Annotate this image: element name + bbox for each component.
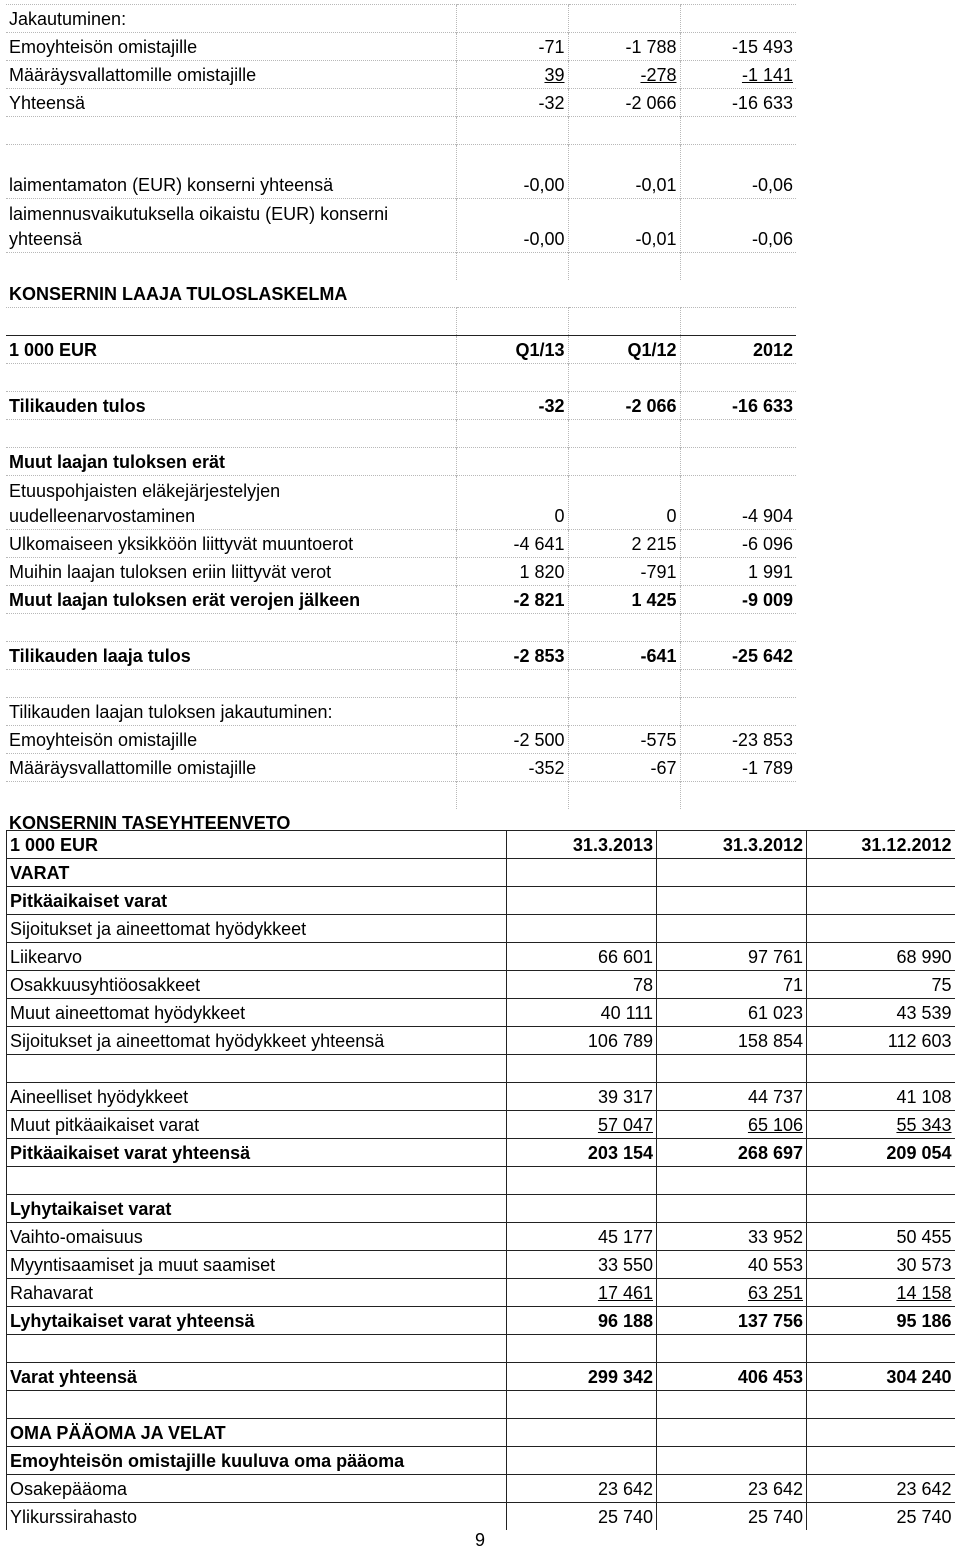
table-row bbox=[6, 586, 796, 614]
table-row bbox=[6, 670, 796, 698]
row-label bbox=[7, 1391, 507, 1419]
row-label: Muut aineettomat hyödykkeet bbox=[7, 999, 507, 1027]
row-value: 1 820 bbox=[456, 558, 568, 586]
row-label bbox=[6, 117, 456, 145]
row-value: -2 821 bbox=[456, 586, 568, 614]
row-value bbox=[507, 1167, 657, 1195]
row-value: -9 009 bbox=[680, 586, 796, 614]
row-value: -16 633 bbox=[680, 89, 796, 117]
row-value: 66 601 bbox=[507, 943, 657, 971]
row-value bbox=[657, 1419, 807, 1447]
row-value bbox=[507, 1335, 657, 1363]
table-row bbox=[6, 199, 796, 253]
row-label: Määräysvallattomille omistajille bbox=[6, 754, 456, 782]
row-value: -15 493 bbox=[680, 33, 796, 61]
row-value: 106 789 bbox=[507, 1027, 657, 1055]
row-label bbox=[6, 308, 456, 336]
row-label: Muut pitkäaikaiset varat bbox=[7, 1111, 507, 1139]
row-label bbox=[6, 782, 456, 810]
row-value bbox=[456, 614, 568, 642]
row-label: Pitkäaikaiset varat yhteensä bbox=[7, 1139, 507, 1167]
row-value: -32 bbox=[456, 392, 568, 420]
row-value bbox=[657, 1279, 807, 1307]
row-value: -2 066 bbox=[568, 392, 680, 420]
row-value: -4 904 bbox=[680, 476, 796, 530]
row-label: Varat yhteensä bbox=[7, 1363, 507, 1391]
row-value bbox=[807, 1419, 955, 1447]
table-row bbox=[7, 1307, 955, 1335]
row-label: Liikearvo bbox=[7, 943, 507, 971]
row-value: 299 342 bbox=[507, 1363, 657, 1391]
row-value: 112 603 bbox=[807, 1027, 955, 1055]
row-value: 71 bbox=[657, 971, 807, 999]
row-label bbox=[6, 670, 456, 698]
row-value bbox=[456, 782, 568, 810]
row-value: 25 740 bbox=[507, 1503, 657, 1531]
table-row bbox=[7, 1363, 955, 1391]
row-value bbox=[807, 1335, 955, 1363]
row-value bbox=[507, 887, 657, 915]
row-value: 78 bbox=[507, 971, 657, 999]
row-value bbox=[657, 1111, 807, 1139]
row-value bbox=[456, 280, 568, 308]
table-row bbox=[7, 915, 955, 943]
row-value: -0,01 bbox=[568, 145, 680, 199]
row-label bbox=[6, 364, 456, 392]
row-value bbox=[568, 698, 680, 726]
row-value: 23 642 bbox=[807, 1475, 955, 1503]
row-value: 1 991 bbox=[680, 558, 796, 586]
row-value: 0 bbox=[456, 476, 568, 530]
row-label: Tilikauden laaja tulos bbox=[6, 642, 456, 670]
row-value: 33 952 bbox=[657, 1223, 807, 1251]
row-label: Jakautuminen: bbox=[6, 5, 456, 33]
row-value bbox=[568, 614, 680, 642]
row-label: 1 000 EUR bbox=[6, 336, 456, 364]
row-value bbox=[456, 61, 568, 89]
row-value bbox=[507, 1055, 657, 1083]
underlined-value: 39 bbox=[544, 65, 565, 85]
table-row bbox=[7, 887, 955, 915]
row-value bbox=[568, 308, 680, 336]
row-value: -1 788 bbox=[568, 33, 680, 61]
table-row bbox=[6, 530, 796, 558]
table-row bbox=[6, 117, 796, 145]
row-value: -2 500 bbox=[456, 726, 568, 754]
underlined-value: 57 047 bbox=[597, 1115, 653, 1135]
table-row bbox=[6, 308, 796, 336]
row-value bbox=[657, 1167, 807, 1195]
row-value bbox=[568, 280, 680, 308]
row-value: -0,06 bbox=[680, 145, 796, 199]
table-row bbox=[7, 971, 955, 999]
table-row bbox=[7, 1279, 955, 1307]
row-value bbox=[507, 1279, 657, 1307]
row-value: Q1/13 bbox=[456, 336, 568, 364]
row-value: 44 737 bbox=[657, 1083, 807, 1111]
table-row bbox=[6, 392, 796, 420]
row-value bbox=[507, 1419, 657, 1447]
page-number: 9 bbox=[474, 1530, 485, 1550]
row-value: -23 853 bbox=[680, 726, 796, 754]
row-label bbox=[7, 1055, 507, 1083]
row-label: Emoyhteisön omistajille kuuluva oma pääoma bbox=[7, 1447, 507, 1475]
table-row bbox=[6, 642, 796, 670]
row-label: VARAT bbox=[7, 859, 507, 887]
row-value bbox=[657, 859, 807, 887]
row-value: 31.12.2012 bbox=[807, 831, 955, 859]
row-value bbox=[807, 1195, 955, 1223]
row-value bbox=[680, 670, 796, 698]
row-value bbox=[657, 887, 807, 915]
row-value: 304 240 bbox=[807, 1363, 955, 1391]
income-statement-body bbox=[6, 5, 796, 837]
row-value bbox=[507, 1391, 657, 1419]
table-row bbox=[6, 476, 796, 530]
row-label bbox=[6, 420, 456, 448]
row-label: Tilikauden laajan tuloksen jakautuminen: bbox=[6, 698, 456, 726]
row-value: 45 177 bbox=[507, 1223, 657, 1251]
row-value: -641 bbox=[568, 642, 680, 670]
underlined-value: 65 106 bbox=[747, 1115, 803, 1135]
row-label bbox=[7, 1167, 507, 1195]
row-value: -0,00 bbox=[456, 145, 568, 199]
row-value: 41 108 bbox=[807, 1083, 955, 1111]
row-value bbox=[807, 1055, 955, 1083]
table-row bbox=[7, 1251, 955, 1279]
row-value bbox=[657, 915, 807, 943]
table-row bbox=[7, 859, 955, 887]
row-label: Sijoitukset ja aineettomat hyödykkeet bbox=[7, 915, 507, 943]
row-label: Rahavarat bbox=[7, 1279, 507, 1307]
table-row bbox=[7, 1167, 955, 1195]
row-label: laimennusvaikutuksella oikaistu (EUR) konserni yhteensä bbox=[6, 199, 456, 253]
row-value: 97 761 bbox=[657, 943, 807, 971]
row-value bbox=[807, 915, 955, 943]
row-value: -32 bbox=[456, 89, 568, 117]
row-label: Etuuspohjaisten eläkejärjestelyjen uudelleenarvostaminen bbox=[6, 476, 456, 530]
table-row bbox=[7, 999, 955, 1027]
table-row bbox=[6, 420, 796, 448]
row-value bbox=[680, 448, 796, 476]
row-value: -791 bbox=[568, 558, 680, 586]
row-value: -575 bbox=[568, 726, 680, 754]
row-value: 96 188 bbox=[507, 1307, 657, 1335]
row-value bbox=[507, 1447, 657, 1475]
row-value bbox=[657, 1335, 807, 1363]
row-value bbox=[680, 782, 796, 810]
row-value bbox=[680, 253, 796, 281]
row-label bbox=[6, 614, 456, 642]
row-value bbox=[680, 61, 796, 89]
table-row bbox=[6, 33, 796, 61]
row-label bbox=[7, 1335, 507, 1363]
row-label: Ylikurssirahasto bbox=[7, 1503, 507, 1531]
underlined-value: -278 bbox=[640, 65, 677, 85]
table-row bbox=[7, 1223, 955, 1251]
balance-sheet-body bbox=[7, 831, 955, 1531]
row-value bbox=[680, 364, 796, 392]
row-label: Osakkuusyhtiöosakkeet bbox=[7, 971, 507, 999]
row-label: Ulkomaiseen yksikköön liittyvät muuntoerot bbox=[6, 530, 456, 558]
row-value bbox=[568, 420, 680, 448]
table-row bbox=[7, 1447, 955, 1475]
table-row bbox=[7, 1503, 955, 1531]
row-label: Osakepääoma bbox=[7, 1475, 507, 1503]
row-value: 1 425 bbox=[568, 586, 680, 614]
row-value: 40 553 bbox=[657, 1251, 807, 1279]
row-value bbox=[456, 253, 568, 281]
row-label: 1 000 EUR bbox=[7, 831, 507, 859]
row-value: -2 066 bbox=[568, 89, 680, 117]
row-value: 23 642 bbox=[657, 1475, 807, 1503]
row-label: Määräysvallattomille omistajille bbox=[6, 61, 456, 89]
row-label: Muut laajan tuloksen erät bbox=[6, 448, 456, 476]
row-label: Lyhytaikaiset varat bbox=[7, 1195, 507, 1223]
row-value bbox=[657, 1447, 807, 1475]
row-label: Yhteensä bbox=[6, 89, 456, 117]
row-value: 2 215 bbox=[568, 530, 680, 558]
row-value: 43 539 bbox=[807, 999, 955, 1027]
row-value bbox=[657, 1391, 807, 1419]
underlined-value: 14 158 bbox=[896, 1283, 952, 1303]
row-value: 39 317 bbox=[507, 1083, 657, 1111]
table-row bbox=[6, 558, 796, 586]
table-row bbox=[6, 614, 796, 642]
row-value: -25 642 bbox=[680, 642, 796, 670]
row-value: -2 853 bbox=[456, 642, 568, 670]
row-label: Muihin laajan tuloksen eriin liittyvät verot bbox=[6, 558, 456, 586]
row-value bbox=[456, 698, 568, 726]
table-row bbox=[6, 89, 796, 117]
row-label: laimentamaton (EUR) konserni yhteensä bbox=[6, 145, 456, 199]
row-value bbox=[657, 1055, 807, 1083]
row-label: KONSERNIN LAAJA TULOSLASKELMA bbox=[9, 284, 348, 304]
row-label: Muut laajan tuloksen erät verojen jälkeen bbox=[6, 586, 456, 614]
row-value bbox=[680, 308, 796, 336]
row-value bbox=[680, 117, 796, 145]
row-value bbox=[807, 1167, 955, 1195]
row-value: 31.3.2013 bbox=[507, 831, 657, 859]
row-value: -0,06 bbox=[680, 199, 796, 253]
row-value: 33 550 bbox=[507, 1251, 657, 1279]
row-value: -352 bbox=[456, 754, 568, 782]
table-row bbox=[7, 831, 955, 859]
table-row bbox=[7, 1055, 955, 1083]
row-label: Aineelliset hyödykkeet bbox=[7, 1083, 507, 1111]
row-value: 31.3.2012 bbox=[657, 831, 807, 859]
row-value: -67 bbox=[568, 754, 680, 782]
row-value: -4 641 bbox=[456, 530, 568, 558]
table-row bbox=[7, 1139, 955, 1167]
row-value bbox=[568, 670, 680, 698]
row-value bbox=[807, 1279, 955, 1307]
row-value bbox=[568, 448, 680, 476]
row-value bbox=[568, 253, 680, 281]
row-value bbox=[568, 5, 680, 33]
table-row bbox=[6, 145, 796, 199]
row-value bbox=[807, 1111, 955, 1139]
row-value bbox=[456, 670, 568, 698]
row-value bbox=[807, 887, 955, 915]
row-value: 0 bbox=[568, 476, 680, 530]
row-value bbox=[657, 1195, 807, 1223]
table-row bbox=[6, 726, 796, 754]
row-value bbox=[456, 364, 568, 392]
row-value: 50 455 bbox=[807, 1223, 955, 1251]
table-row bbox=[7, 1475, 955, 1503]
row-value: 268 697 bbox=[657, 1139, 807, 1167]
row-value bbox=[456, 5, 568, 33]
row-value bbox=[680, 5, 796, 33]
underlined-value: -1 141 bbox=[741, 65, 793, 85]
table-row bbox=[7, 1391, 955, 1419]
row-value bbox=[456, 448, 568, 476]
row-value: -71 bbox=[456, 33, 568, 61]
row-value: 30 573 bbox=[807, 1251, 955, 1279]
row-value: 2012 bbox=[680, 336, 796, 364]
row-value bbox=[807, 859, 955, 887]
table-row bbox=[6, 698, 796, 726]
table-row bbox=[6, 280, 796, 308]
row-value bbox=[456, 117, 568, 145]
row-label bbox=[6, 253, 456, 281]
row-value: Q1/12 bbox=[568, 336, 680, 364]
table-row bbox=[7, 1083, 955, 1111]
table-row bbox=[6, 782, 796, 810]
row-label: Vaihto-omaisuus bbox=[7, 1223, 507, 1251]
table-row bbox=[6, 364, 796, 392]
table-row bbox=[6, 448, 796, 476]
row-value: 68 990 bbox=[807, 943, 955, 971]
row-label: OMA PÄÄOMA JA VELAT bbox=[7, 1419, 507, 1447]
income-statement-table bbox=[6, 4, 796, 836]
row-label: Sijoitukset ja aineettomat hyödykkeet yhteensä bbox=[7, 1027, 507, 1055]
row-value bbox=[456, 420, 568, 448]
row-value: 406 453 bbox=[657, 1363, 807, 1391]
row-value bbox=[807, 1447, 955, 1475]
underlined-value: 17 461 bbox=[597, 1283, 653, 1303]
row-value: 75 bbox=[807, 971, 955, 999]
table-row bbox=[7, 1195, 955, 1223]
row-value bbox=[680, 698, 796, 726]
row-value: 137 756 bbox=[657, 1307, 807, 1335]
row-value bbox=[507, 915, 657, 943]
table-row bbox=[6, 336, 796, 364]
row-value: 25 740 bbox=[657, 1503, 807, 1531]
row-label: Emoyhteisön omistajille bbox=[6, 726, 456, 754]
row-value: 40 111 bbox=[507, 999, 657, 1027]
row-value bbox=[807, 1391, 955, 1419]
row-value: -16 633 bbox=[680, 392, 796, 420]
row-value: -1 789 bbox=[680, 754, 796, 782]
row-label: Tilikauden tulos bbox=[6, 392, 456, 420]
row-value: -6 096 bbox=[680, 530, 796, 558]
row-value bbox=[568, 61, 680, 89]
table-row bbox=[6, 5, 796, 33]
table-row bbox=[6, 754, 796, 782]
row-value: 158 854 bbox=[657, 1027, 807, 1055]
underlined-value: 55 343 bbox=[896, 1115, 952, 1135]
table-row bbox=[7, 1335, 955, 1363]
row-label: Lyhytaikaiset varat yhteensä bbox=[7, 1307, 507, 1335]
row-label: Pitkäaikaiset varat bbox=[7, 887, 507, 915]
balance-sheet-table bbox=[6, 830, 955, 1530]
row-value bbox=[456, 308, 568, 336]
row-value: 25 740 bbox=[807, 1503, 955, 1531]
row-value bbox=[680, 280, 796, 308]
row-value: 203 154 bbox=[507, 1139, 657, 1167]
row-value bbox=[507, 859, 657, 887]
row-value bbox=[680, 614, 796, 642]
table-row bbox=[7, 1419, 955, 1447]
table-row bbox=[6, 61, 796, 89]
row-value bbox=[507, 1195, 657, 1223]
row-value: 61 023 bbox=[657, 999, 807, 1027]
row-label: KONSERNIN TASEYHTEENVETO bbox=[9, 813, 291, 833]
row-value bbox=[568, 117, 680, 145]
row-label: Emoyhteisön omistajille bbox=[6, 33, 456, 61]
row-value: 23 642 bbox=[507, 1475, 657, 1503]
row-label: Myyntisaamiset ja muut saamiset bbox=[7, 1251, 507, 1279]
table-row bbox=[7, 943, 955, 971]
row-value: 209 054 bbox=[807, 1139, 955, 1167]
table-row bbox=[7, 1111, 955, 1139]
row-value bbox=[568, 364, 680, 392]
row-value: -0,00 bbox=[456, 199, 568, 253]
row-value: 95 186 bbox=[807, 1307, 955, 1335]
row-value bbox=[568, 782, 680, 810]
underlined-value: 63 251 bbox=[747, 1283, 803, 1303]
table-row bbox=[6, 253, 796, 281]
row-value: -0,01 bbox=[568, 199, 680, 253]
row-value bbox=[680, 420, 796, 448]
row-value bbox=[507, 1111, 657, 1139]
table-row bbox=[7, 1027, 955, 1055]
